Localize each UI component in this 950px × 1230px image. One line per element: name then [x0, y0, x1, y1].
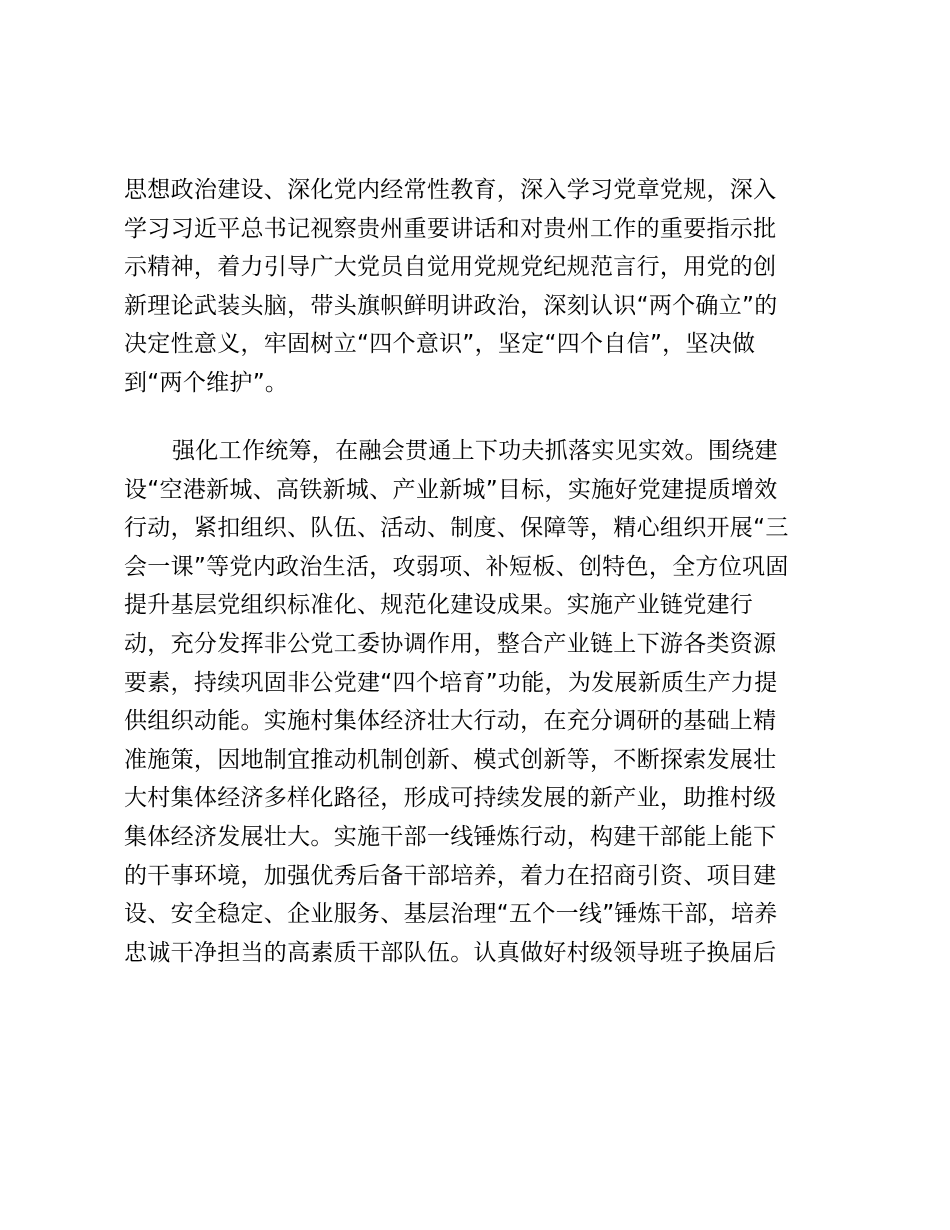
text-line: 忠诚干净担当的高素质干部队伍。认真做好村级领导班子换届后 — [124, 939, 777, 966]
text-line: 示精神，着力引导广大党员自觉用党规党纪规范言行，用党的创 — [124, 254, 777, 281]
text-line: 要素，持续巩固非公党建“四个培育”功能，为发展新质生产力提 — [124, 669, 778, 696]
paragraph-1 — [124, 171, 844, 403]
text-line: 设、安全稳定、企业服务、基层治理“五个一线”锤炼干部，培养 — [124, 901, 778, 928]
text-line: 的干事环境，加强优秀后备干部培养，着力在招商引资、项目建 — [124, 862, 777, 889]
text-line: 集体经济发展壮大。实施干部一线锤炼行动，构建干部能上能下 — [124, 823, 777, 850]
text-line: 到“两个维护”。 — [124, 369, 289, 396]
text-line: 供组织动能。实施村集体经济壮大行动，在充分调研的基础上精 — [124, 708, 777, 735]
text-line: 设“空港新城、高铁新城、产业新城”目标，实施好党建提质增效 — [124, 476, 778, 503]
text-line: 思想政治建设、深化党内经常性教育，深入学习党章党规，深入 — [124, 177, 777, 203]
text-line: 准施策，因地制宜推动机制创新、模式创新等，不断探索发展壮 — [124, 746, 777, 773]
text-line: 提升基层党组织标准化、规范化建设成果。实施产业链党建行 — [124, 592, 754, 619]
text-line: 决定性意义，牢固树立“四个意识”，坚定“四个自信”，坚决做 — [124, 331, 756, 358]
text-line: 动，充分发挥非公党工委协调作用，整合产业链上下游各类资源 — [124, 630, 777, 657]
text-line: 强化工作统筹，在融会贯通上下功夫抓落实见实效。围绕建 — [172, 438, 778, 464]
text-line: 行动，紧扣组织、队伍、活动、制度、保障等，精心组织开展“三 — [124, 515, 789, 542]
text-line: 大村集体经济多样化路径，形成可持续发展的新产业，助推村级 — [124, 785, 777, 812]
text-line: 新理论武装头脑，带头旗帜鲜明讲政治，深刻认识“两个确立”的 — [124, 292, 778, 319]
text-line: 学习习近平总书记视察贵州重要讲话和对贵州工作的重要指示批 — [124, 215, 777, 242]
paragraph-2 — [124, 432, 844, 972]
text-line: 会一课”等党内政治生活，攻弱项、补短板、创特色，全方位巩固 — [124, 553, 789, 580]
